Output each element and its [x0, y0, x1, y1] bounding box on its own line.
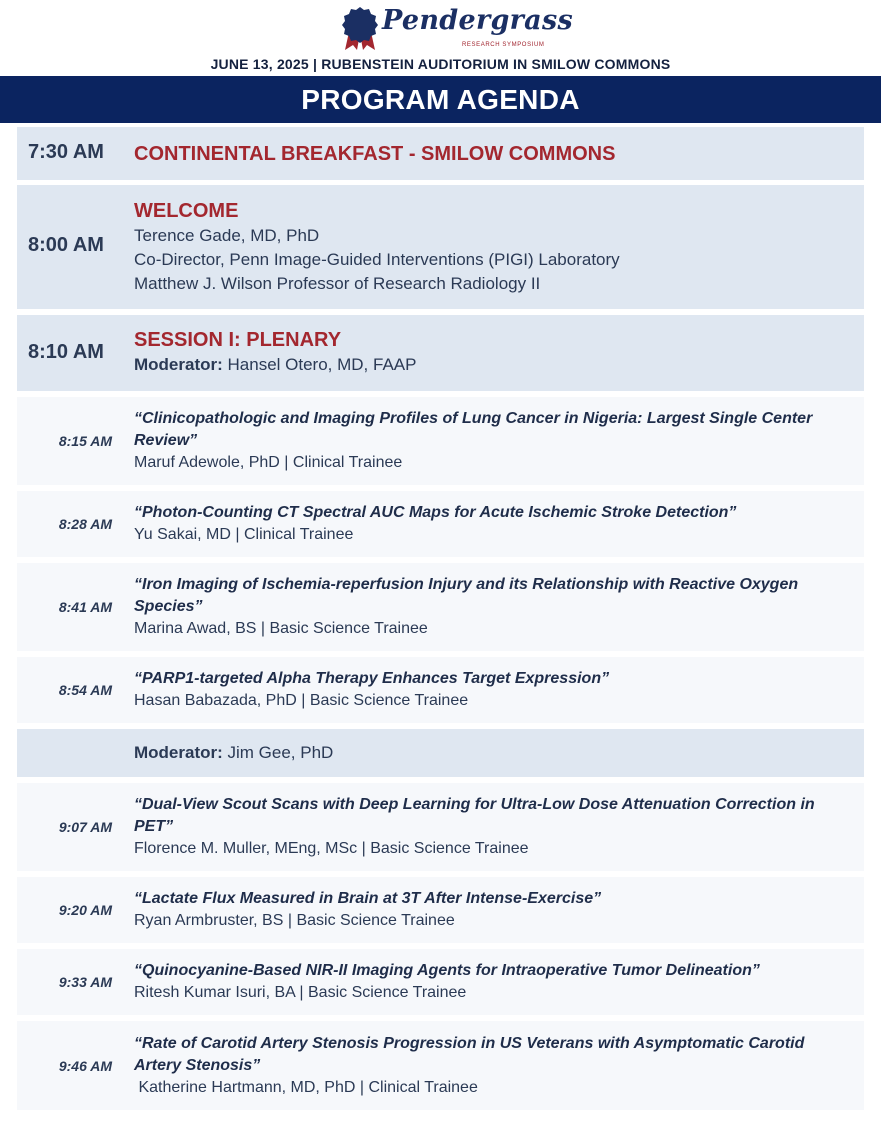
talk-title: “Clinicopathologic and Imaging Profiles of Lung Cancer in Nigeria: Largest Single Center	[134, 410, 813, 427]
talk-title: “PARP1-targeted Alpha Therapy Enhances Target Expression”	[134, 670, 610, 687]
row-time: 9:33 AM	[58, 974, 112, 990]
talk-title: “Rate of Carotid Artery Stenosis Progression in US Veterans with Asymptomatic Carotid	[134, 1035, 805, 1052]
talk-title: Species”	[134, 598, 203, 615]
talk-title: “Lactate Flux Measured in Brain at 3T After Intense-Exercise”	[134, 890, 602, 907]
agenda-row-talk	[17, 877, 864, 943]
speaker-name: Terence Gade, MD, PhD	[134, 226, 320, 245]
agenda-row-talk	[17, 783, 864, 871]
speaker-role: Co-Director, Penn Image-Guided Interventions (PIGI) Laboratory	[134, 250, 620, 269]
moderator-name: Jim Gee, PhD	[222, 743, 334, 762]
row-time: 7:30 AM	[28, 141, 104, 163]
row-time: 9:20 AM	[58, 902, 112, 918]
agenda-row-talk	[17, 657, 864, 723]
talk-title: “Iron Imaging of Ischemia-reperfusion Injury and its Relationship with Reactive Oxygen	[134, 576, 799, 593]
agenda-row-talk	[17, 1021, 864, 1110]
row-time: 8:41 AM	[58, 599, 112, 615]
brand-name: Pendergrass	[382, 5, 573, 36]
talk-title: “Photon-Counting CT Spectral AUC Maps for Acute Ischemic Stroke Detection”	[134, 504, 737, 521]
moderator-label: Moderator:	[134, 355, 223, 374]
agenda-row-session	[17, 315, 864, 391]
agenda-row-talk	[17, 949, 864, 1015]
page-title: PROGRAM AGENDA	[0, 76, 881, 123]
row-time: 9:46 AM	[58, 1058, 112, 1074]
moderator-label: Moderator:	[134, 743, 223, 762]
talk-title: PET”	[134, 818, 174, 835]
agenda-row-welcome	[17, 185, 864, 309]
row-time: 8:15 AM	[58, 433, 112, 449]
event-dateline: JUNE 13, 2025 | RUBENSTEIN AUDITORIUM IN SMILOW COMMONS	[210, 56, 671, 72]
talk-title: Review”	[134, 432, 198, 449]
moderator-name: Hansel Otero, MD, FAAP	[222, 355, 417, 374]
presenter: Maruf Adewole, PhD | Clinical Trainee	[134, 454, 403, 471]
agenda-row-moderator	[17, 729, 864, 777]
row-title: SESSION I: PLENARY	[134, 329, 342, 351]
talk-title: “Dual-View Scout Scans with Deep Learning for Ultra-Low Dose Attenuation Correction in	[134, 796, 815, 813]
presenter: Yu Sakai, MD | Clinical Trainee	[134, 526, 354, 543]
row-time: 8:00 AM	[28, 234, 104, 256]
row-title: WELCOME	[134, 200, 239, 222]
presenter: Marina Awad, BS | Basic Science Trainee	[134, 620, 428, 637]
presenter: Ryan Armbruster, BS | Basic Science Trainee	[134, 912, 455, 929]
rosette-icon	[341, 6, 379, 50]
talk-title: Artery Stenosis”	[134, 1057, 261, 1074]
presenter: Hasan Babazada, PhD | Basic Science Trainee	[134, 692, 469, 709]
brand-subtitle: RESEARCH SYMPOSIUM	[462, 42, 545, 48]
row-title: CONTINENTAL BREAKFAST - SMILOW COMMONS	[134, 143, 616, 165]
row-time: 9:07 AM	[58, 819, 112, 835]
agenda-row-talk	[17, 563, 864, 651]
agenda-row-talk	[17, 491, 864, 557]
logo	[0, 0, 881, 54]
agenda-row-talk	[17, 397, 864, 485]
talk-title: “Quinocyanine-Based NIR-II Imaging Agents for Intraoperative Tumor Delineation”	[134, 962, 760, 979]
agenda-row-breakfast	[17, 127, 864, 180]
presenter: Florence M. Muller, MEng, MSc | Basic Science Trainee	[134, 840, 529, 857]
row-time: 8:10 AM	[28, 341, 104, 363]
presenter: Ritesh Kumar Isuri, BA | Basic Science Trainee	[134, 984, 467, 1001]
row-time: 8:28 AM	[58, 516, 112, 532]
speaker-role: Matthew J. Wilson Professor of Research Radiology II	[134, 274, 541, 293]
presenter: Katherine Hartmann, MD, PhD | Clinical Trainee	[134, 1079, 478, 1096]
row-time: 8:54 AM	[58, 682, 112, 698]
